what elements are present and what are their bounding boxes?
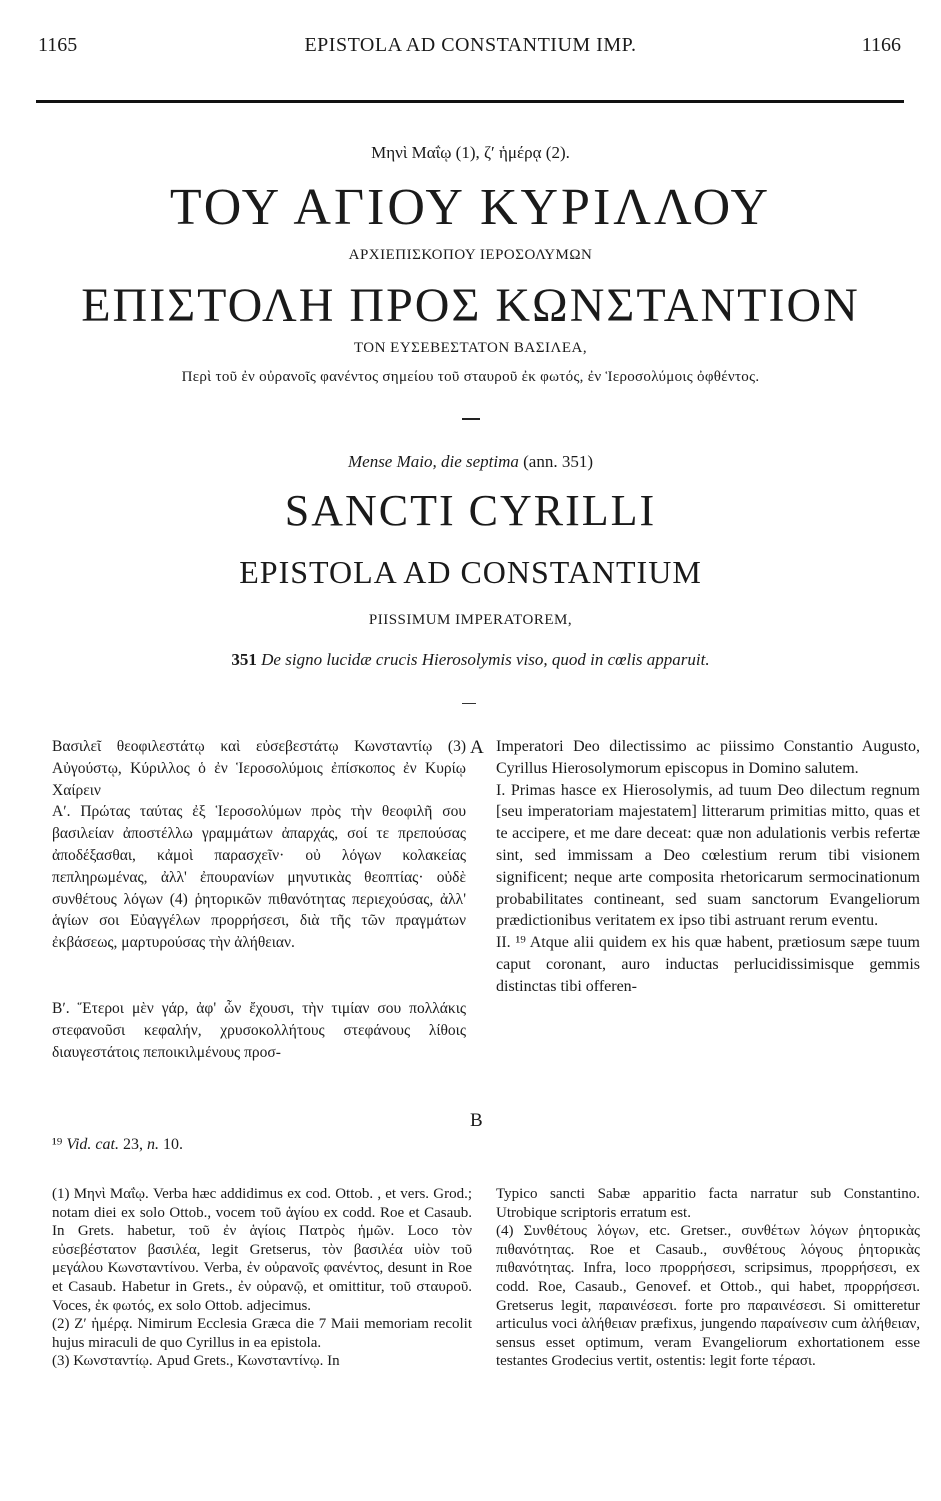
greek-subtitle-emperor: ΤΟΝ ΕΥΣΕΒΕΣΤΑΤΟΝ ΒΑΣΙΛΕΑ, — [353, 340, 588, 356]
topic-column-number: 351 — [231, 650, 257, 669]
greek-paragraph-a: Αʹ. Πρώτας ταύτας ἐξ Ἱεροσολύμων πρὸς τὴν θεοφιλῆ σου βασιλείαν ἀποστέλλω γραμμάτων ἀπαρχάς, σοί τε πρεπούσας ἀποδέξασθαι, κἀμοὶ παρασχεῖν· οὐ λόγων κολακείας πεπληρωμένας, ἀλλ' ἐπουρανίων μηνυτικὰς θεοπτίας· οὐδὲ συνθέτους λόγων (4) ῥητορικῶν πιθανότητας περιεχούσας, ἀλλ' ἁγίων σοι Εὐαγγέλων προρρήσεσι, διὰ τῆς τῶν πραγμάτων ἐκβάσεως, μαρτυρούσας τὴν ἀλήθειαν. — [52, 803, 466, 952]
greek-paragraph-b: Βʹ. Ἕτεροι μὲν γάρ, ἀφ' ὧν ἔχουσι, τὴν τιμίαν σου πολλάκις στεφανοῦσι κεφαλήν, χρυσοκολλήτους στεφάνους λίθοις διαυγεστάτοις πεποικιλμένους προσ- — [52, 999, 466, 1061]
latin-paragraph-1: I. Primas hasce ex Hierosolymis, ad tuum Deo dilectum regnum [seu imperatoriam majestatem] litterarum primitias mitto, quas et te accipere, et me dare deceat: quæ non adulationis verbis refertæ sint, sed immissam a Deo cœlestium rerum tibi visionem significent; neque arte composita rhetoricarum sermocinationum probabilitates contineant, sed suam sanctorum Evangeliorum prædictionibus veritatem ex ipso tibi astruant rerum eventu. — [496, 781, 920, 930]
footnote-italic-n: n. — [146, 1136, 159, 1153]
latin-topic-text: De signo lucidæ crucis Hierosolymis viso, quod in cœlis apparuit. — [261, 650, 710, 669]
latin-date-italic: Mense Maio, die septima — [347, 452, 519, 471]
greek-title-epistle: ΕΠΙΣΤΟΛΗ ΠΡΟΣ ΚΩΝΣΤΑΝΤΙΟΝ — [81, 279, 860, 332]
note-item: (4) Συνθέτους λόγων, etc. Gretser., συνθέτων λόγων ῥητορικὰς πιθανότητας. Roe et Casaub., συνθέτους λόγους ῥητορικὰς πιθανότητας. Infra, loco προρρήσεσι, scripsimus, προρρήσεσι, ex codd. Roe, Casaub., Genovef. et Ottob., qui habet, προρρήσεσι. Gretserus legit, παραινέσεσι. forte pro παραινέσεσι. Si omitteretur articulus voci ἀλήθειαν præfixus, jungendo παραίνεσιν cum ἀλήθειαν, sensus esset optimum, veram Evangeliorum exhortationem esse testantes Grodecius vertit, ostentis: legit forte τέρασι. — [496, 1223, 920, 1370]
paragraph-gap — [52, 954, 466, 976]
latin-topic-line — [0, 650, 941, 670]
paragraph-gap — [52, 976, 466, 998]
section-dash — [462, 418, 480, 420]
margin-marker-a: A — [470, 737, 484, 758]
margin-marker-b: B — [470, 1110, 483, 1131]
greek-topic-line: Περὶ τοῦ ἐν οὐρανοῖς φανέντος σημείου τοῦ σταυροῦ ἐκ φωτός, ἐν Ἱεροσολύμοις ὀφθέντος. — [181, 369, 760, 385]
footnote-marker: ¹⁹ — [52, 1136, 63, 1153]
footnote-reference — [52, 1136, 183, 1154]
greek-subtitle: ΑΡΧΙΕΠΙΣΚΟΠΟΥ ΙΕΡΟΣΟΛΥΜΩΝ — [348, 247, 593, 263]
footnote-end: 10. — [162, 1136, 183, 1153]
notes-left-column — [52, 1185, 472, 1371]
right-page-number: 1166 — [861, 34, 901, 56]
note-item: (2) Ζʹ ἡμέρᾳ. Nimirum Ecclesia Græca die 7 Maii memoriam recolit hujus miraculi de quo Cyrillus in ea epistola. — [52, 1316, 472, 1351]
latin-salutation: Imperatori Deo dilectissimo ac piissimo Constantio Augusto, Cyrillus Hierosolymorum episcopus in Domino salutem. — [496, 738, 920, 777]
header-rule — [36, 100, 904, 103]
running-title: EPISTOLA AD CONSTANTIUM IMP. — [304, 34, 637, 56]
running-head — [0, 34, 941, 60]
latin-date-year: (ann. 351) — [523, 452, 594, 471]
footnote-number: 23, — [122, 1136, 143, 1153]
left-page-number: 1165 — [38, 34, 78, 56]
latin-subtitle: EPISTOLA AD CONSTANTIUM — [239, 554, 702, 590]
greek-text-column — [52, 736, 466, 1063]
footnote-italic: Vid. cat. — [66, 1136, 119, 1153]
greek-salutation: Βασιλεῖ θεοφιλεστάτῳ καὶ εὐσεβεστάτῳ Κωνσταντίῳ (3) Αὐγούστῳ, Κύριλλος ὁ ἐν Ἱεροσολύμοις ἐπίσκοπος ἐν Κυρίῳ Χαίρειν — [52, 738, 466, 799]
note-item: (1) Μηνὶ Μαΐῳ. Verba hæc addidimus ex cod. Ottob. , et vers. Grod.; notam diei ex solo Ottob., vocem τοῦ ἁγίου ex codd. Roe et Casaub. In Grets. habetur, τοῦ ἐν ἁγίοις Πατρὸς ἡμῶν. Loco τὸν εὐσεβέστατον βασιλέα, legit Gretserus, τὸν βασιλέα υἱὸν τοῦ μεγάλου Κωνσταντίνου. Verba, ἐν οὐρανοῖς φανέντος, desunt in Roe et Casaub. Habetur in Grets., ἐν οὐρανῷ, et omittitur, τοῦ σταυροῦ. Voces, ἐκ φωτός, ex solo Ottob. adjecimus. — [52, 1186, 472, 1314]
notes-right-column — [496, 1185, 920, 1371]
latin-paragraph-2: II. ¹⁹ Atque alii quidem ex his quæ habent, prætiosum sæpe tuum caput coronant, auro inductas perlucidissimisque gemmis distinctas tibi offeren- — [496, 934, 920, 995]
latin-title: SANCTI CYRILLI — [284, 486, 657, 535]
note-item: (3) Κωνσταντίῳ. Apud Grets., Κωνσταντίνῳ. In — [52, 1353, 340, 1370]
greek-date-line: Μηνὶ Μαΐῳ (1), ζʹ ἡμέρᾳ (2). — [371, 143, 570, 162]
note-item: Typico sancti Sabæ apparitio facta narratur sub Constantino. Utrobique scriptoris erratum est. — [496, 1186, 920, 1221]
latin-text-column — [496, 736, 920, 998]
latin-subtitle-emperor: PIISSIMUM IMPERATOREM, — [368, 612, 573, 628]
latin-date-line — [0, 452, 941, 472]
greek-title: ΤΟΥ ΑΓΙΟΥ ΚΥΡΙΛΛΟΥ — [169, 179, 772, 236]
section-dash-small — [462, 703, 476, 704]
